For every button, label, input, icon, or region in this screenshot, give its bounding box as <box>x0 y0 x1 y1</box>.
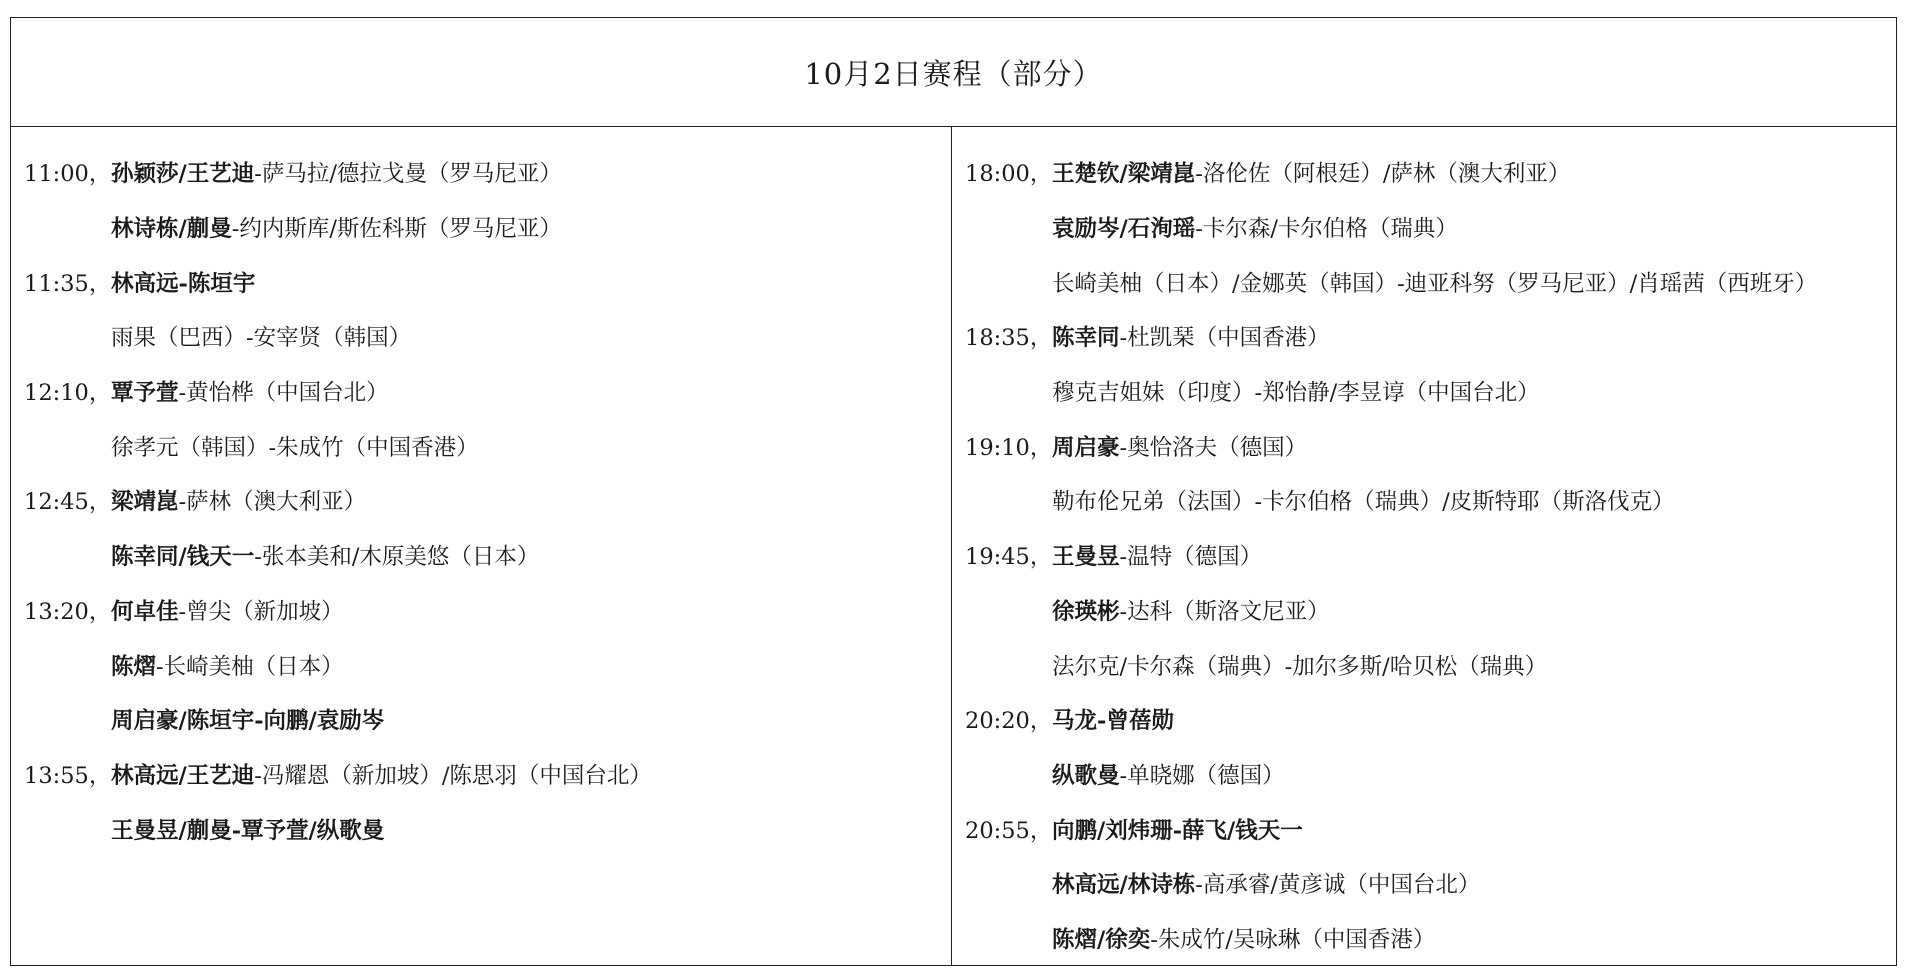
chinese-players: 陈幸同 <box>1052 325 1120 352</box>
opponents: 徐孝元（韩国）-朱成竹（中国香港） <box>111 434 479 461</box>
match-row <box>965 911 1896 966</box>
match-time: 19:10， <box>965 434 1053 461</box>
match-row <box>24 583 951 638</box>
match-row <box>965 200 1896 255</box>
match-row <box>965 583 1896 638</box>
match-row <box>965 145 1896 200</box>
chinese-players: 陈熠/徐奕 <box>1052 926 1151 953</box>
opponents: 穆克吉姐妹（印度）-郑怡静/李昱谆（中国台北） <box>1052 380 1540 407</box>
chinese-players: 林高远/王艺迪 <box>111 762 255 789</box>
opponents: 法尔克/卡尔森（瑞典）-加尔多斯/哈贝松（瑞典） <box>1052 653 1548 680</box>
match-time: 20:55， <box>965 817 1053 844</box>
opponents: -朱成竹/吴咏琳（中国香港） <box>1150 926 1436 953</box>
chinese-players: 覃予萱 <box>111 380 179 407</box>
chinese-players: 向鹏/刘炜珊-薛飞/钱天一 <box>1052 817 1303 844</box>
match-time: 19:45， <box>965 544 1053 571</box>
schedule-body <box>11 127 1896 965</box>
match-row <box>24 637 951 692</box>
chinese-players: 孙颖莎/王艺迪 <box>111 161 255 188</box>
opponents: 雨果（巴西）-安宰贤（韩国） <box>111 325 412 352</box>
chinese-players: 马龙-曾蓓勋 <box>1052 708 1174 735</box>
chinese-players: 梁靖崑 <box>111 489 179 516</box>
match-row <box>24 747 951 802</box>
opponents: -卡尔森/卡尔伯格（瑞典） <box>1195 216 1458 243</box>
match-time: 18:35， <box>965 325 1053 352</box>
opponents: -达科（斯洛文尼亚） <box>1119 598 1330 625</box>
match-row <box>965 309 1896 364</box>
match-row <box>965 692 1896 747</box>
opponents: -张本美和/木原美悠（日本） <box>254 544 540 571</box>
right-column <box>952 127 1896 965</box>
opponents: -单晓娜（德国） <box>1119 762 1285 789</box>
match-row <box>24 418 951 473</box>
match-time: 20:20， <box>965 708 1053 735</box>
schedule-title: 10月2日赛程（部分） <box>11 18 1896 127</box>
chinese-players: 陈幸同/钱天一 <box>111 544 255 571</box>
opponents: -萨林（澳大利亚） <box>178 489 367 516</box>
chinese-players: 袁励岑/石洵瑶 <box>1052 216 1196 243</box>
chinese-players: 林高远/林诗栋 <box>1052 872 1196 899</box>
match-time: 11:00， <box>24 161 112 188</box>
opponents: -萨马拉/德拉戈曼（罗马尼亚） <box>254 161 562 188</box>
schedule-table <box>10 17 1897 966</box>
chinese-players: 周启豪 <box>1052 434 1120 461</box>
opponents: -奥恰洛夫（德国） <box>1119 434 1308 461</box>
match-row <box>24 309 951 364</box>
match-time: 12:10， <box>24 380 112 407</box>
chinese-players: 周启豪/陈垣宇-向鹏/袁励岑 <box>111 708 385 735</box>
opponents: -杜凯琹（中国香港） <box>1119 325 1330 352</box>
match-row <box>965 528 1896 583</box>
match-time: 12:45， <box>24 489 112 516</box>
opponents: -曾尖（新加坡） <box>178 598 344 625</box>
match-row <box>965 254 1896 309</box>
match-time: 13:20， <box>24 598 112 625</box>
match-time: 13:55， <box>24 762 112 789</box>
chinese-players: 纵歌曼 <box>1052 762 1120 789</box>
chinese-players: 王楚钦/梁靖崑 <box>1052 161 1196 188</box>
chinese-players: 何卓佳 <box>111 598 179 625</box>
left-column <box>11 127 952 965</box>
match-time: 11:35， <box>24 270 112 297</box>
match-row <box>965 418 1896 473</box>
opponents: 勒布伦兄弟（法国）-卡尔伯格（瑞典）/皮斯特耶（斯洛伐克） <box>1052 489 1675 516</box>
match-row <box>24 200 951 255</box>
opponents: -黄怡桦（中国台北） <box>178 380 389 407</box>
opponents: -洛伦佐（阿根廷）/萨林（澳大利亚） <box>1195 161 1571 188</box>
match-row <box>965 747 1896 802</box>
match-row <box>965 473 1896 528</box>
opponents: -长崎美柚（日本） <box>156 653 344 680</box>
chinese-players: 陈熠 <box>111 653 157 680</box>
match-time: 18:00， <box>965 161 1053 188</box>
match-row <box>24 364 951 419</box>
opponents: -高承睿/黄彦诚（中国台北） <box>1195 872 1481 899</box>
chinese-players: 王曼昱/蒯曼-覃予萱/纵歌曼 <box>111 817 385 844</box>
match-row <box>965 364 1896 419</box>
match-row <box>24 528 951 583</box>
match-row <box>24 145 951 200</box>
match-row <box>965 856 1896 911</box>
opponents: -温特（德国） <box>1119 544 1263 571</box>
match-row <box>24 801 951 856</box>
match-row <box>24 692 951 747</box>
match-row <box>965 637 1896 692</box>
chinese-players: 徐瑛彬 <box>1052 598 1120 625</box>
match-row <box>24 473 951 528</box>
match-row <box>965 801 1896 856</box>
opponents: 长崎美柚（日本）/金娜英（韩国）-迪亚科努（罗马尼亚）/肖瑶茜（西班牙） <box>1052 270 1818 297</box>
chinese-players: 林诗栋/蒯曼 <box>111 216 232 243</box>
match-row <box>24 254 951 309</box>
opponents: -冯耀恩（新加坡）/陈思羽（中国台北） <box>254 762 652 789</box>
opponents: -约内斯库/斯佐科斯（罗马尼亚） <box>231 216 562 243</box>
chinese-players: 王曼昱 <box>1052 544 1120 571</box>
chinese-players: 林高远-陈垣宇 <box>111 270 256 297</box>
